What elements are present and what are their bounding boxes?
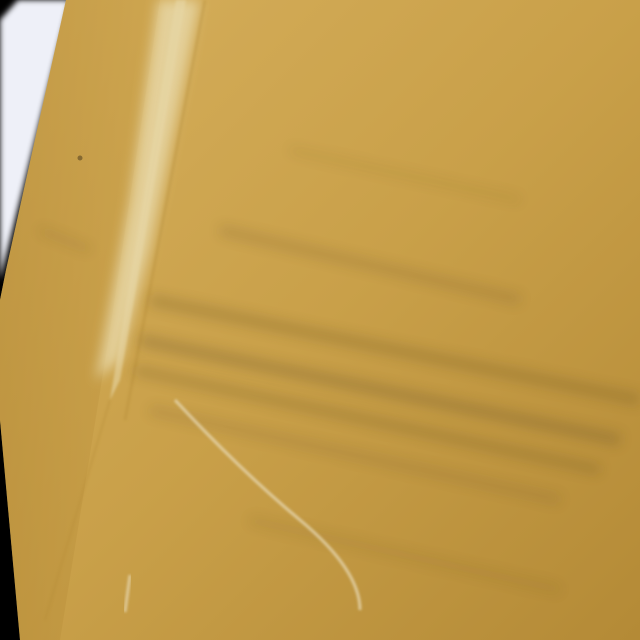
dust-speck — [78, 156, 83, 161]
